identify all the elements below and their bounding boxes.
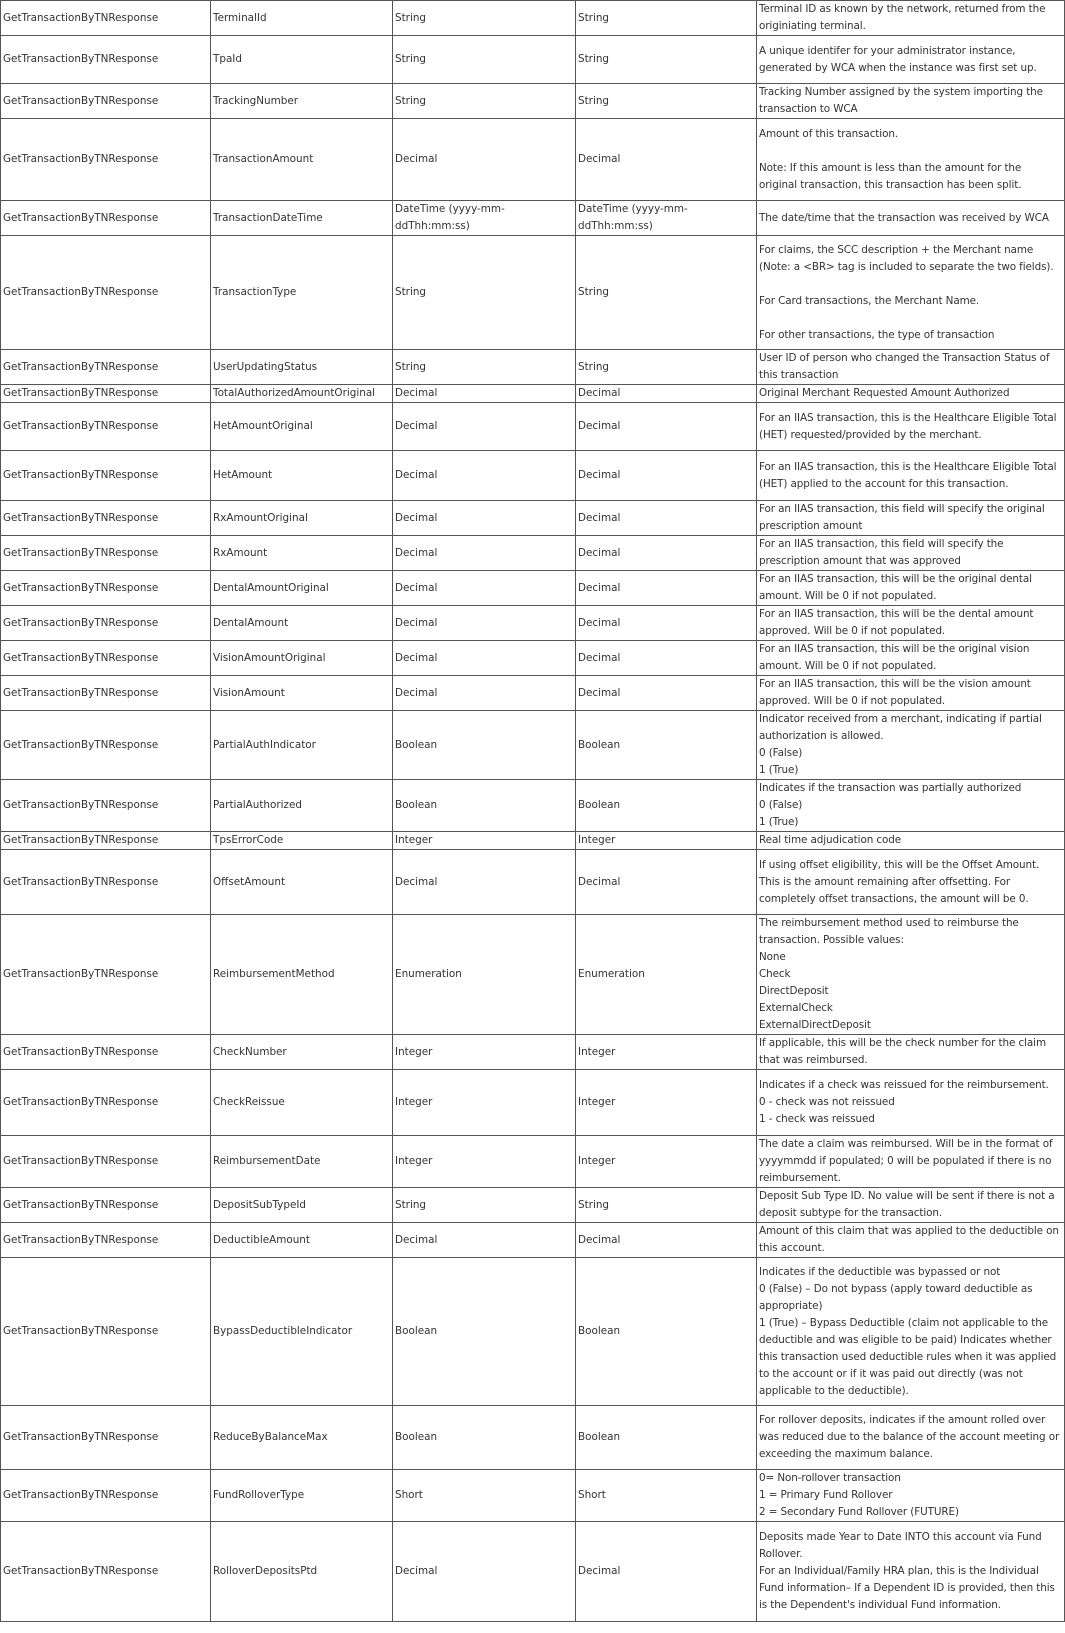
- description-line: For an IIAS transaction, this will be the vision amount approved. Will be 0 if not populated.: [759, 678, 1031, 707]
- data-type-cell: String: [393, 236, 576, 350]
- description-line: 1 (True): [759, 816, 799, 828]
- description-cell: [757, 1136, 1065, 1188]
- description-cell: [757, 676, 1065, 711]
- message-cell: GetTransactionByTNResponse: [1, 641, 211, 676]
- message-cell: GetTransactionByTNResponse: [1, 84, 211, 119]
- field-name-cell: PartialAuthIndicator: [211, 711, 393, 780]
- data-type-cell: Boolean: [393, 780, 576, 832]
- description-line: For an IIAS transaction, this is the Healthcare Eligible Total (HET) applied to the account for this transaction.: [759, 460, 1057, 490]
- description-cell: [757, 1, 1065, 36]
- description-line: 0= Non-rollover transaction: [759, 1472, 901, 1484]
- description-line: 0 (False): [759, 799, 803, 811]
- description-cell: [757, 536, 1065, 571]
- message-cell: GetTransactionByTNResponse: [1, 451, 211, 501]
- xml-type-cell: Decimal: [576, 606, 757, 641]
- table-row: [1, 350, 1065, 385]
- xml-type-cell: Decimal: [576, 571, 757, 606]
- description-cell: [757, 606, 1065, 641]
- table-row: [1, 501, 1065, 536]
- data-type-cell: String: [393, 350, 576, 385]
- message-cell: GetTransactionByTNResponse: [1, 711, 211, 780]
- message-cell: GetTransactionByTNResponse: [1, 1522, 211, 1622]
- description-cell: [757, 36, 1065, 84]
- table-row: [1, 536, 1065, 571]
- field-name-cell: UserUpdatingStatus: [211, 350, 393, 385]
- description-cell: [757, 1470, 1065, 1522]
- field-name-cell: CheckReissue: [211, 1070, 393, 1136]
- table-body: [1, 1, 1065, 1622]
- xml-type-cell: Boolean: [576, 1406, 757, 1470]
- table-row: [1, 119, 1065, 201]
- message-cell: GetTransactionByTNResponse: [1, 780, 211, 832]
- data-type-cell: Decimal: [393, 403, 576, 451]
- data-type-cell: Decimal: [393, 676, 576, 711]
- table-row: [1, 1258, 1065, 1406]
- description-cell: [757, 1522, 1065, 1622]
- description-cell: [757, 501, 1065, 536]
- field-name-cell: TrackingNumber: [211, 84, 393, 119]
- xml-type-cell: String: [576, 36, 757, 84]
- description-line: DirectDeposit: [759, 985, 829, 997]
- table-row: [1, 1136, 1065, 1188]
- description-cell: [757, 571, 1065, 606]
- description-line: Amount of this transaction.: [759, 127, 899, 140]
- data-type-cell: Decimal: [393, 1522, 576, 1622]
- field-name-cell: RxAmount: [211, 536, 393, 571]
- data-type-cell: Integer: [393, 1070, 576, 1136]
- field-name-cell: TerminalId: [211, 1, 393, 36]
- description-cell: [757, 201, 1065, 236]
- data-type-cell: Boolean: [393, 1406, 576, 1470]
- description-cell: [757, 350, 1065, 385]
- table-row: [1, 1070, 1065, 1136]
- message-cell: GetTransactionByTNResponse: [1, 1, 211, 36]
- field-name-cell: TransactionDateTime: [211, 201, 393, 236]
- xml-type-cell: String: [576, 1, 757, 36]
- message-cell: GetTransactionByTNResponse: [1, 1223, 211, 1258]
- description-line: 1 (True): [759, 764, 799, 776]
- field-name-cell: OffsetAmount: [211, 850, 393, 915]
- description-line: If using offset eligibility, this will be the Offset Amount. This is the amount remaining after offsetting. For completely offset transactions, the amount will be 0.: [759, 858, 1040, 905]
- description-line: For an IIAS transaction, this field will specify the original prescription amount: [759, 503, 1045, 532]
- description-line: 0 - check was not reissued: [759, 1096, 895, 1108]
- description-cell: [757, 1070, 1065, 1136]
- message-cell: GetTransactionByTNResponse: [1, 676, 211, 711]
- field-name-cell: CheckNumber: [211, 1035, 393, 1070]
- message-cell: GetTransactionByTNResponse: [1, 350, 211, 385]
- description-cell: [757, 711, 1065, 780]
- table-row: [1, 711, 1065, 780]
- description-cell: [757, 385, 1065, 403]
- table-row: [1, 201, 1065, 236]
- field-name-cell: FundRolloverType: [211, 1470, 393, 1522]
- data-type-cell: Boolean: [393, 711, 576, 780]
- data-type-cell: Enumeration: [393, 915, 576, 1035]
- description-line: For an IIAS transaction, this field will specify the prescription amount that was approved: [759, 538, 1004, 567]
- description-line: Deposits made Year to Date INTO this account via Fund Rollover.: [759, 1531, 1042, 1560]
- table-row: [1, 1223, 1065, 1258]
- data-type-cell: Decimal: [393, 1223, 576, 1258]
- description-cell: [757, 119, 1065, 201]
- xml-type-cell: Integer: [576, 1035, 757, 1070]
- description-line: For claims, the SCC description + the Merchant name (Note: a <BR> tag is included to separate the two fields).: [759, 243, 1054, 273]
- field-name-cell: HetAmount: [211, 451, 393, 501]
- xml-type-cell: String: [576, 84, 757, 119]
- xml-type-cell: Integer: [576, 1070, 757, 1136]
- message-cell: GetTransactionByTNResponse: [1, 1258, 211, 1406]
- field-name-cell: TransactionType: [211, 236, 393, 350]
- table-row: [1, 606, 1065, 641]
- message-cell: GetTransactionByTNResponse: [1, 236, 211, 350]
- field-name-cell: ReduceByBalanceMax: [211, 1406, 393, 1470]
- table-row: [1, 832, 1065, 850]
- description-line: 1 - check was reissued: [759, 1113, 875, 1125]
- data-type-cell: Decimal: [393, 119, 576, 201]
- field-name-cell: VisionAmount: [211, 676, 393, 711]
- xml-type-cell: Decimal: [576, 1522, 757, 1622]
- description-line: For an IIAS transaction, this will be the original dental amount. Will be 0 if not populated.: [759, 573, 1032, 602]
- xml-type-cell: Boolean: [576, 711, 757, 780]
- description-line: For an Individual/Family HRA plan, this is the Individual Fund information– If a Dependent ID is provided, then this is the Dependent's individual Fund information.: [759, 1565, 1055, 1611]
- message-cell: GetTransactionByTNResponse: [1, 1470, 211, 1522]
- table-row: [1, 850, 1065, 915]
- table-row: [1, 36, 1065, 84]
- description-line: 2 = Secondary Fund Rollover (FUTURE): [759, 1506, 959, 1518]
- field-name-cell: DeductibleAmount: [211, 1223, 393, 1258]
- description-line: 1 (True) – Bypass Deductible (claim not applicable to the deductible and was eligible to be paid) Indicates whether this transaction used deductible rules when it was applied to the account or if it was paid out directly (was not applicable to the deductible).: [759, 1316, 1057, 1397]
- xml-type-cell: Decimal: [576, 536, 757, 571]
- data-type-cell: Integer: [393, 1136, 576, 1188]
- table-row: [1, 1470, 1065, 1522]
- description-cell: [757, 1223, 1065, 1258]
- description-line: For other transactions, the type of transaction: [759, 328, 995, 341]
- table-row: [1, 641, 1065, 676]
- xml-type-cell: String: [576, 1188, 757, 1223]
- xml-type-cell: Decimal: [576, 501, 757, 536]
- xml-type-cell: Decimal: [576, 850, 757, 915]
- table-row: [1, 1188, 1065, 1223]
- message-cell: GetTransactionByTNResponse: [1, 536, 211, 571]
- xml-type-cell: Boolean: [576, 780, 757, 832]
- xml-type-cell: String: [576, 350, 757, 385]
- data-type-cell: String: [393, 1, 576, 36]
- field-name-cell: TpsErrorCode: [211, 832, 393, 850]
- xml-type-cell: Decimal: [576, 676, 757, 711]
- field-name-cell: DepositSubTypeId: [211, 1188, 393, 1223]
- description-line: The date a claim was reimbursed. Will be in the format of yyyymmdd if populated; 0 will be populated if there is no reimbursement.: [759, 1138, 1053, 1184]
- description-cell: [757, 84, 1065, 119]
- description-line: 1 = Primary Fund Rollover: [759, 1489, 893, 1501]
- data-type-cell: String: [393, 1188, 576, 1223]
- description-cell: [757, 451, 1065, 501]
- description-cell: [757, 850, 1065, 915]
- message-cell: GetTransactionByTNResponse: [1, 36, 211, 84]
- field-name-cell: TotalAuthorizedAmountOriginal: [211, 385, 393, 403]
- description-line: For an IIAS transaction, this will be the dental amount approved. Will be 0 if not populated.: [759, 608, 1034, 637]
- description-line: Original Merchant Requested Amount Authorized: [759, 387, 1010, 399]
- description-line: 0 (False): [759, 747, 803, 759]
- data-type-cell: Decimal: [393, 451, 576, 501]
- table-row: [1, 915, 1065, 1035]
- field-name-cell: BypassDeductibleIndicator: [211, 1258, 393, 1406]
- description-cell: [757, 1406, 1065, 1470]
- message-cell: GetTransactionByTNResponse: [1, 1406, 211, 1470]
- message-cell: GetTransactionByTNResponse: [1, 1188, 211, 1223]
- description-line: Terminal ID as known by the network, returned from the originiating terminal.: [759, 3, 1046, 32]
- table-row: [1, 84, 1065, 119]
- description-line: If applicable, this will be the check number for the claim that was reimbursed.: [759, 1037, 1046, 1066]
- table-row: [1, 571, 1065, 606]
- data-type-cell: Decimal: [393, 606, 576, 641]
- message-cell: GetTransactionByTNResponse: [1, 606, 211, 641]
- description-line: The reimbursement method used to reimburse the transaction. Possible values:: [759, 917, 1019, 946]
- message-cell: GetTransactionByTNResponse: [1, 119, 211, 201]
- message-cell: GetTransactionByTNResponse: [1, 385, 211, 403]
- description-line: Note: If this amount is less than the amount for the original transaction, this transaction has been split.: [759, 161, 1022, 191]
- description-line: User ID of person who changed the Transaction Status of this transaction: [759, 352, 1050, 381]
- description-cell: [757, 832, 1065, 850]
- table-row: [1, 1406, 1065, 1470]
- table-row: [1, 676, 1065, 711]
- data-type-cell: Boolean: [393, 1258, 576, 1406]
- description-line: ExternalCheck: [759, 1002, 833, 1014]
- description-line: Indicator received from a merchant, indicating if partial authorization is allowed.: [759, 713, 1042, 742]
- data-type-cell: DateTime (yyyy-mm-ddThh:mm:ss): [393, 201, 576, 236]
- message-cell: GetTransactionByTNResponse: [1, 1136, 211, 1188]
- description-line: Deposit Sub Type ID. No value will be sent if there is not a deposit subtype for the transaction.: [759, 1190, 1055, 1219]
- description-cell: [757, 915, 1065, 1035]
- xml-type-cell: Decimal: [576, 385, 757, 403]
- description-line: ExternalDirectDeposit: [759, 1019, 871, 1031]
- message-cell: GetTransactionByTNResponse: [1, 915, 211, 1035]
- description-line: For an IIAS transaction, this is the Healthcare Eligible Total (HET) requested/provided by the merchant.: [759, 411, 1057, 441]
- description-line: None: [759, 951, 786, 963]
- field-name-cell: ReimbursementMethod: [211, 915, 393, 1035]
- table-row: [1, 1, 1065, 36]
- data-type-cell: Decimal: [393, 571, 576, 606]
- data-type-cell: Decimal: [393, 850, 576, 915]
- field-name-cell: RxAmountOriginal: [211, 501, 393, 536]
- data-type-cell: Integer: [393, 832, 576, 850]
- description-line: Indicates if the transaction was partially authorized: [759, 782, 1022, 794]
- table-row: [1, 236, 1065, 350]
- field-name-cell: TpaId: [211, 36, 393, 84]
- field-name-cell: VisionAmountOriginal: [211, 641, 393, 676]
- message-cell: GetTransactionByTNResponse: [1, 832, 211, 850]
- message-cell: GetTransactionByTNResponse: [1, 201, 211, 236]
- message-cell: GetTransactionByTNResponse: [1, 501, 211, 536]
- message-cell: GetTransactionByTNResponse: [1, 1070, 211, 1136]
- description-line: 0 (False) – Do not bypass (apply toward deductible as appropriate): [759, 1282, 1033, 1312]
- description-line: Indicates if the deductible was bypassed or not: [759, 1265, 1001, 1278]
- description-line: [759, 310, 1062, 327]
- description-line: The date/time that the transaction was received by WCA: [759, 211, 1049, 224]
- data-type-cell: Decimal: [393, 385, 576, 403]
- field-name-cell: RolloverDepositsPtd: [211, 1522, 393, 1622]
- description-line: A unique identifer for your administrator instance, generated by WCA when the instance was first set up.: [759, 44, 1037, 74]
- description-line: [759, 143, 1062, 160]
- table-row: [1, 403, 1065, 451]
- description-cell: [757, 403, 1065, 451]
- data-type-cell: Decimal: [393, 536, 576, 571]
- description-line: For Card transactions, the Merchant Name.: [759, 294, 980, 307]
- xml-type-cell: Decimal: [576, 641, 757, 676]
- field-name-cell: TransactionAmount: [211, 119, 393, 201]
- data-type-cell: Decimal: [393, 641, 576, 676]
- description-line: Amount of this claim that was applied to the deductible on this account.: [759, 1225, 1059, 1254]
- description-line: [759, 276, 1062, 293]
- xml-type-cell: Integer: [576, 832, 757, 850]
- message-cell: GetTransactionByTNResponse: [1, 403, 211, 451]
- table-row: [1, 451, 1065, 501]
- field-name-cell: DentalAmount: [211, 606, 393, 641]
- message-cell: GetTransactionByTNResponse: [1, 850, 211, 915]
- table-row: [1, 1035, 1065, 1070]
- data-type-cell: Short: [393, 1470, 576, 1522]
- data-type-cell: Integer: [393, 1035, 576, 1070]
- description-cell: [757, 780, 1065, 832]
- description-line: Tracking Number assigned by the system importing the transaction to WCA: [759, 86, 1043, 115]
- table-row: [1, 385, 1065, 403]
- description-line: Check: [759, 968, 791, 980]
- xml-type-cell: Enumeration: [576, 915, 757, 1035]
- xml-type-cell: Boolean: [576, 1258, 757, 1406]
- field-name-cell: HetAmountOriginal: [211, 403, 393, 451]
- data-type-cell: Decimal: [393, 501, 576, 536]
- description-line: Indicates if a check was reissued for the reimbursement.: [759, 1079, 1049, 1091]
- description-cell: [757, 236, 1065, 350]
- xml-type-cell: Short: [576, 1470, 757, 1522]
- xml-type-cell: String: [576, 236, 757, 350]
- xml-type-cell: Integer: [576, 1136, 757, 1188]
- table-row: [1, 780, 1065, 832]
- description-line: For rollover deposits, indicates if the amount rolled over was reduced due to the balance of the account meeting or exceeding the maximum balance.: [759, 1414, 1060, 1460]
- xml-type-cell: Decimal: [576, 403, 757, 451]
- description-line: Real time adjudication code: [759, 834, 902, 846]
- message-cell: GetTransactionByTNResponse: [1, 1035, 211, 1070]
- field-name-cell: DentalAmountOriginal: [211, 571, 393, 606]
- description-cell: [757, 641, 1065, 676]
- description-line: For an IIAS transaction, this will be the original vision amount. Will be 0 if not populated.: [759, 643, 1030, 672]
- xml-type-cell: Decimal: [576, 451, 757, 501]
- field-name-cell: PartialAuthorized: [211, 780, 393, 832]
- message-cell: GetTransactionByTNResponse: [1, 571, 211, 606]
- table-row: [1, 1522, 1065, 1622]
- description-cell: [757, 1258, 1065, 1406]
- xml-type-cell: DateTime (yyyy-mm-ddThh:mm:ss): [576, 201, 757, 236]
- data-type-cell: String: [393, 84, 576, 119]
- data-type-cell: String: [393, 36, 576, 84]
- field-name-cell: ReimbursementDate: [211, 1136, 393, 1188]
- xml-type-cell: Decimal: [576, 1223, 757, 1258]
- xml-type-cell: Decimal: [576, 119, 757, 201]
- description-cell: [757, 1035, 1065, 1070]
- description-cell: [757, 1188, 1065, 1223]
